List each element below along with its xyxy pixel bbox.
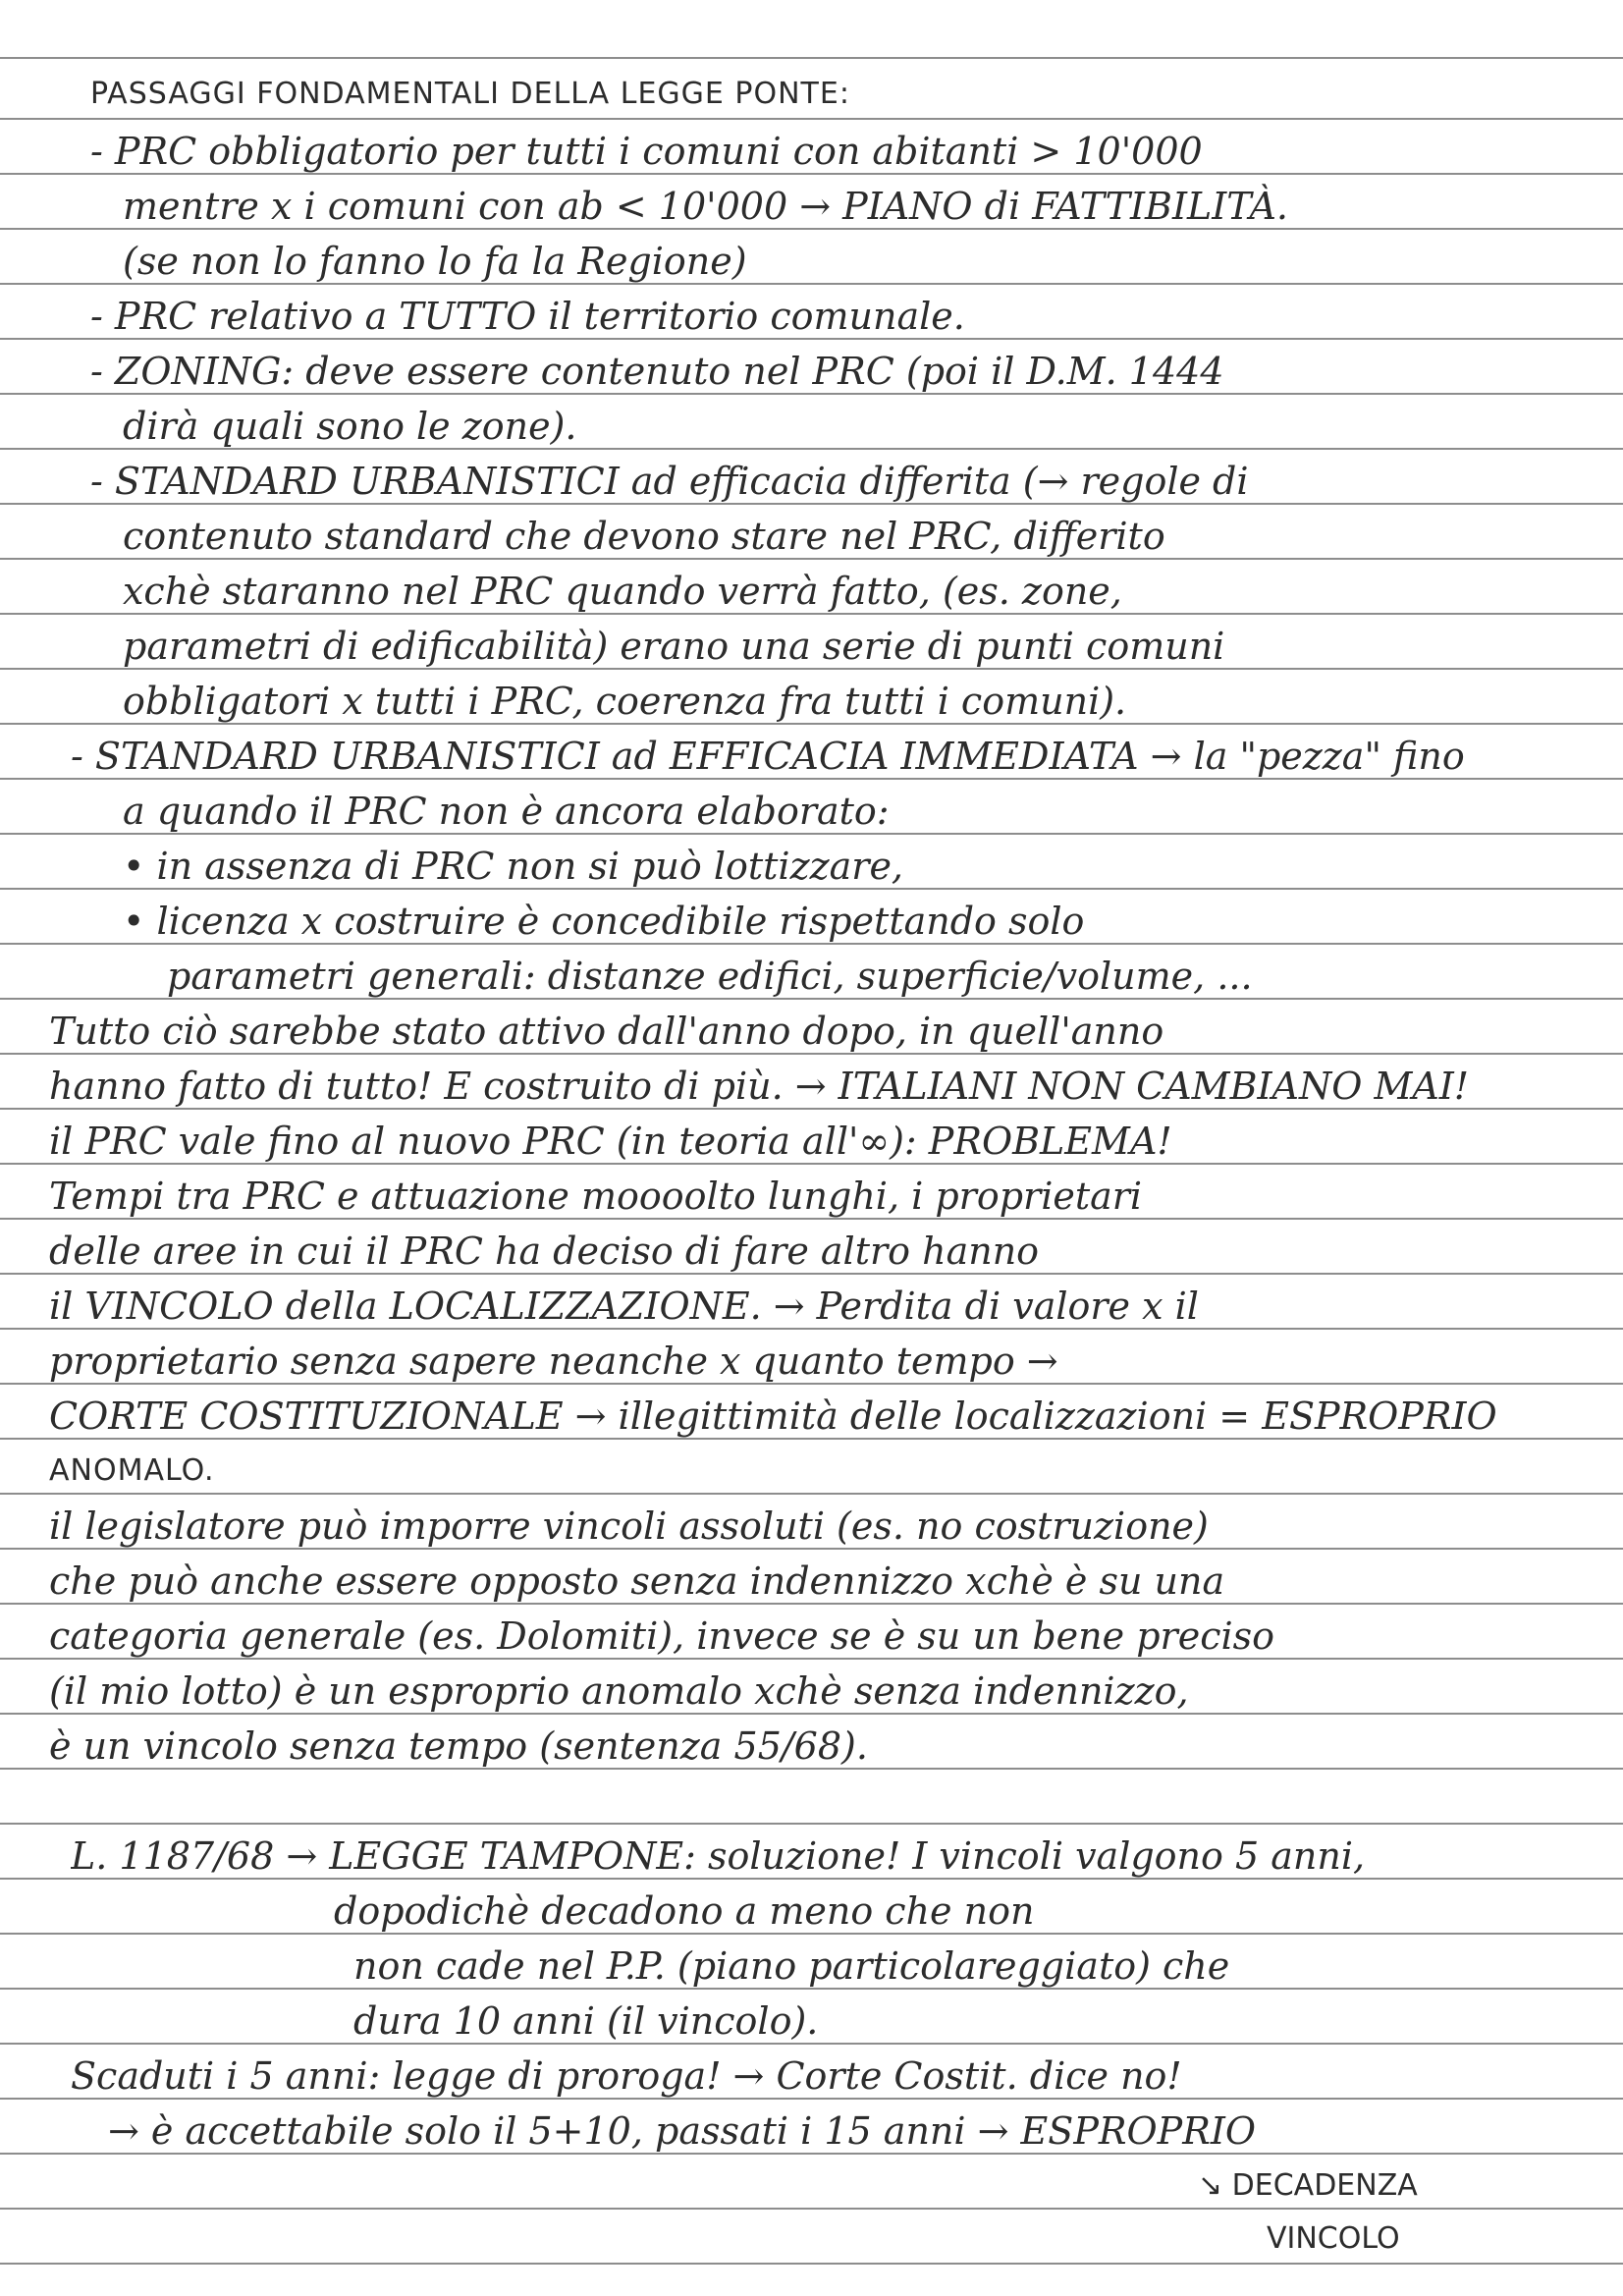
note-line: (il mio lotto) è un esproprio anomalo xchè senza indennizzo, xyxy=(49,1669,1189,1713)
bullet-item: • licenza x costruire è concedibile rispettando solo xyxy=(123,900,1085,943)
note-line: non cade nel P.P. (piano particolareggiato) che xyxy=(353,1944,1230,1988)
note-line: (se non lo fanno lo fa la Regione) xyxy=(123,240,747,283)
note-line: il PRC vale fino al nuovo PRC (in teoria all'∞): PROBLEMA! xyxy=(49,1120,1172,1163)
page-title: PASSAGGI FONDAMENTALI DELLA LEGGE PONTE: xyxy=(90,77,850,111)
note-line: parametri di edificabilità) erano una serie di punti comuni xyxy=(123,625,1225,668)
note-line: dura 10 anni (il vincolo). xyxy=(353,1999,819,2043)
note-line: dirà quali sono le zone). xyxy=(123,405,577,448)
note-line: categoria generale (es. Dolomiti), invece se è su un bene preciso xyxy=(49,1614,1275,1658)
note-line: xchè staranno nel PRC quando verrà fatto, (es. zone, xyxy=(123,570,1122,613)
note-line: obbligatori x tutti i PRC, coerenza fra tutti i comuni). xyxy=(123,680,1127,723)
note-line: ANOMALO. xyxy=(49,1453,215,1488)
ruled-line xyxy=(0,1823,1623,1825)
note-line: Scaduti i 5 anni: legge di proroga! → Corte Costit. dice no! xyxy=(71,2054,1182,2098)
note-line: mentre x i comuni con ab < 10'000 → PIANO di FATTIBILITÀ. xyxy=(123,185,1288,228)
note-line: L. 1187/68 → LEGGE TAMPONE: soluzione! I vincoli valgono 5 anni, xyxy=(71,1834,1366,1878)
note-line: dopodichè decadono a meno che non xyxy=(334,1889,1035,1933)
note-line: - ZONING: deve essere contenuto nel PRC (poi il D.M. 1444 xyxy=(90,350,1224,393)
bullet-item: • in assenza di PRC non si può lottizzare, xyxy=(123,845,904,888)
note-line: a quando il PRC non è ancora elaborato: xyxy=(123,790,890,833)
note-line: Tutto ciò sarebbe stato attivo dall'anno dopo, in quell'anno xyxy=(49,1010,1164,1053)
note-line: contenuto standard che devono stare nel PRC, differito xyxy=(123,515,1165,558)
note-line: che può anche essere opposto senza indennizzo xchè è su una xyxy=(49,1559,1225,1603)
note-line: parametri generali: distanze edifici, superficie/volume, ... xyxy=(167,955,1253,998)
note-line: CORTE COSTITUZIONALE → illegittimità delle localizzazioni = ESPROPRIO xyxy=(49,1394,1497,1438)
note-line: - PRC obbligatorio per tutti i comuni con abitanti > 10'000 xyxy=(90,130,1203,173)
note-line: - STANDARD URBANISTICI ad efficacia differita (→ regole di xyxy=(90,460,1249,503)
note-line: il VINCOLO della LOCALIZZAZIONE. → Perdita di valore x il xyxy=(49,1285,1199,1328)
note-line: il legislatore può imporre vincoli assoluti (es. no costruzione) xyxy=(49,1504,1209,1548)
note-line: è un vincolo senza tempo (sentenza 55/68). xyxy=(49,1724,868,1768)
ruled-line xyxy=(0,57,1623,59)
note-line: - STANDARD URBANISTICI ad EFFICACIA IMMEDIATA → la "pezza" fino xyxy=(71,735,1465,778)
note-line: hanno fatto di tutto! E costruito di più. → ITALIANI NON CAMBIANO MAI! xyxy=(49,1065,1470,1108)
note-line: VINCOLO xyxy=(1267,2221,1400,2256)
note-line: Tempi tra PRC e attuazione moooolto lunghi, i proprietari xyxy=(49,1175,1143,1218)
note-line: proprietario senza sapere neanche x quanto tempo → xyxy=(49,1339,1058,1383)
note-line: - PRC relativo a TUTTO il territorio comunale. xyxy=(90,295,965,338)
note-line: delle aree in cui il PRC ha deciso di fare altro hanno xyxy=(49,1230,1040,1273)
note-line: ↘ DECADENZA xyxy=(1198,2168,1418,2203)
note-line: → è accettabile solo il 5+10, passati i 15 anni → ESPROPRIO xyxy=(108,2109,1257,2153)
